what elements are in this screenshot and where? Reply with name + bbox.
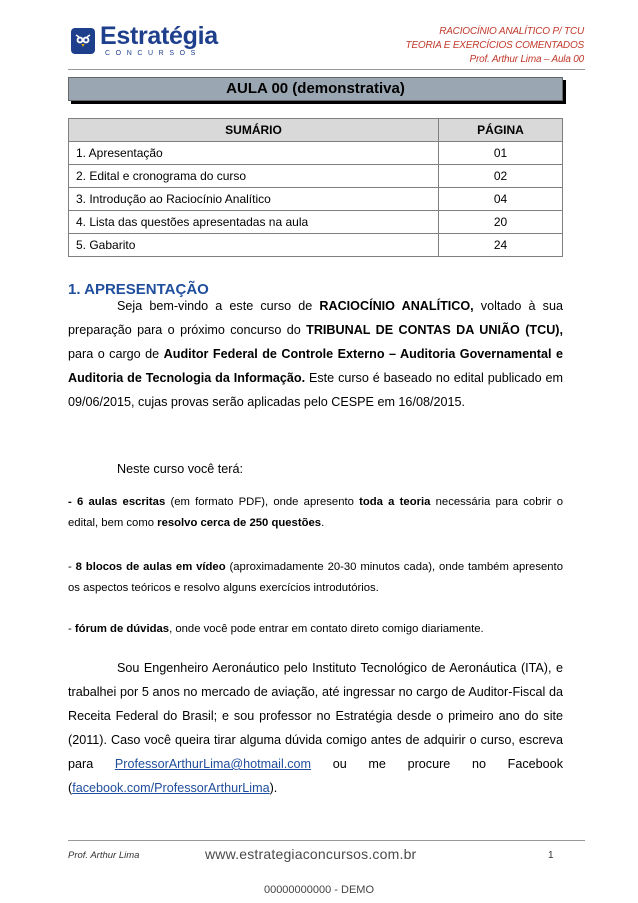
intro-text: para o cargo de bbox=[68, 347, 164, 361]
position-name: Auditor Federal de Controle Externo – Auditoria Governamental e Auditoria de Tecnologia da Informação. bbox=[68, 347, 563, 385]
summary-column-header: SUMÁRIO bbox=[69, 119, 439, 142]
header-course: RACIOCÍNIO ANALÍTICO P/ TCU bbox=[439, 26, 584, 37]
section-title: 1. APRESENTAÇÃO bbox=[68, 281, 209, 298]
institution-name: TRIBUNAL DE CONTAS DA UNIÃO (TCU), bbox=[306, 323, 563, 337]
author-text: Sou Engenheiro Aeronáutico pelo Instituto Tecnológico de Aeronáutica (ITA), e trabalhei por 5 anos no mercado de aviação, até ingressar no cargo de Auditor-Fiscal da Receita Federal do Brasil; e sou professor no Estratégia desde o primeiro ano do site (2011). Caso você queira tirar alguma dúvida comigo antes de adquirir o curso, escreva para bbox=[68, 661, 563, 771]
summary-page: 01 bbox=[439, 142, 563, 165]
summary-page: 20 bbox=[439, 211, 563, 234]
table-row bbox=[69, 234, 563, 257]
bullet-text: . bbox=[321, 517, 325, 529]
bullet-bold: - 6 aulas escritas bbox=[68, 496, 166, 508]
email-link[interactable]: ProfessorArthurLima@hotmail.com bbox=[114, 757, 312, 771]
bullet-bold: toda a teoria bbox=[359, 496, 431, 508]
bullet-video-lessons bbox=[68, 557, 563, 599]
course-offer-intro: Neste curso você terá: bbox=[117, 462, 243, 476]
bullet-text: , onde você pode entrar em contato direto comigo diariamente. bbox=[169, 623, 484, 635]
lesson-title: AULA 00 (demonstrativa) bbox=[68, 77, 563, 101]
intro-text: Este curso é baseado no edital publicado em 09/06/2015, cujas provas serão aplicadas pelo CESPE em 16/08/2015. bbox=[68, 371, 563, 409]
header-divider bbox=[68, 69, 585, 70]
header-subtitle: TEORIA E EXERCÍCIOS COMENTADOS bbox=[405, 40, 584, 51]
intro-text: Seja bem-vindo a este curso de bbox=[117, 299, 320, 313]
summary-item: 2. Edital e cronograma do curso bbox=[69, 165, 439, 188]
bullet-bold: fórum de dúvidas bbox=[74, 623, 170, 635]
bullet-written-lessons bbox=[68, 492, 563, 534]
bullet-bold: 8 blocos de aulas em vídeo bbox=[75, 561, 226, 573]
footer-author: Prof. Arthur Lima bbox=[68, 850, 140, 861]
summary-page: 24 bbox=[439, 234, 563, 257]
facebook-link[interactable]: facebook.com/ProfessorArthurLima bbox=[72, 781, 270, 795]
author-text: ). bbox=[269, 781, 278, 795]
demo-stamp: 00000000000 - DEMO bbox=[263, 884, 375, 896]
course-name: RACIOCÍNIO ANALÍTICO, bbox=[319, 299, 474, 313]
footer-website: www.estrategiaconcursos.com.br bbox=[205, 846, 417, 862]
intro-paragraph bbox=[68, 294, 563, 414]
bullet-text: - bbox=[68, 623, 75, 635]
summary-item: 3. Introdução ao Raciocínio Analítico bbox=[69, 188, 439, 211]
estrategia-logo bbox=[71, 24, 218, 58]
page-header bbox=[406, 25, 584, 67]
table-row bbox=[69, 188, 563, 211]
table-row bbox=[69, 211, 563, 234]
bullet-text: (em formato PDF), onde apresento bbox=[165, 496, 360, 508]
summary-page: 02 bbox=[439, 165, 563, 188]
bullet-forum bbox=[68, 619, 563, 640]
summary-table bbox=[68, 118, 563, 257]
bullet-text: - bbox=[68, 561, 76, 573]
summary-header-row bbox=[69, 119, 563, 142]
intro-text: voltado à sua preparação para o próximo concurso do bbox=[68, 299, 563, 337]
bullet-text: necessária para cobrir o edital, bem como bbox=[68, 496, 564, 529]
author-text: ou me procure no Facebook ( bbox=[68, 757, 563, 795]
table-row bbox=[69, 142, 563, 165]
summary-page: 04 bbox=[439, 188, 563, 211]
header-author: Prof. Arthur Lima – Aula 00 bbox=[469, 54, 584, 65]
page-number: 1 bbox=[548, 850, 554, 861]
summary-item: 4. Lista das questões apresentadas na aula bbox=[69, 211, 439, 234]
logo-subtitle: CONCURSOS bbox=[105, 50, 201, 57]
page-column-header: PÁGINA bbox=[439, 119, 563, 142]
logo-name: Estratégia bbox=[100, 22, 218, 50]
bullet-text: (aproximadamente 20-30 minutos cada), onde também apresento os aspectos teóricos e resolvo alguns exercícios introdutórios. bbox=[68, 561, 563, 594]
summary-item: 1. Apresentação bbox=[69, 142, 439, 165]
owl-logo-icon bbox=[71, 28, 95, 54]
footer-divider bbox=[68, 840, 585, 841]
author-paragraph bbox=[68, 656, 563, 800]
summary-item: 5. Gabarito bbox=[69, 234, 439, 257]
table-row bbox=[69, 165, 563, 188]
bullet-bold: resolvo cerca de 250 questões bbox=[157, 517, 322, 529]
